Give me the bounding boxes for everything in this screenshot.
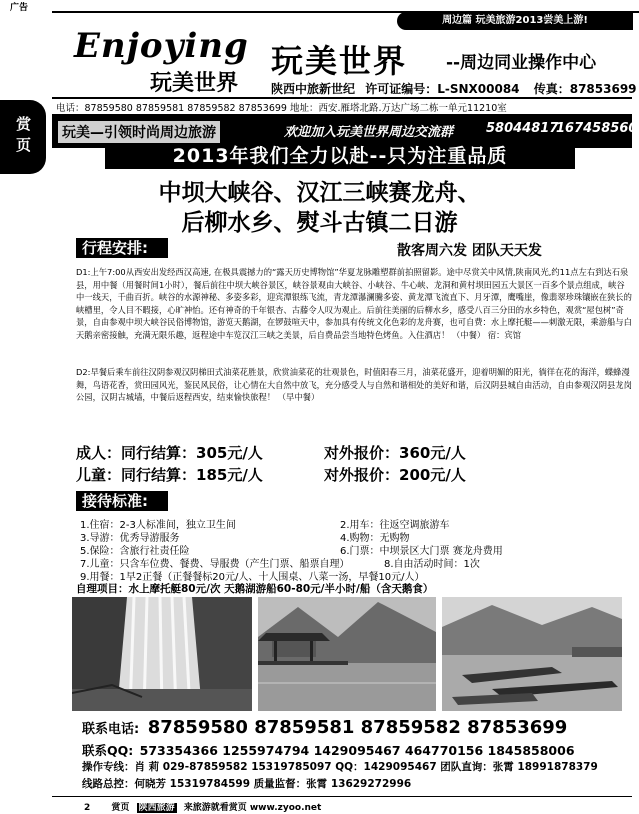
child-settle-price: 185元/人 [196,466,263,484]
standards-label-text: 接待标准: [82,492,148,510]
company-name: 陕西中旅新世纪 [271,82,356,96]
qq-group-1: 58044817 [486,121,559,136]
qq-label: 联系QQ: [82,743,134,758]
adult-price-row [76,442,263,463]
phone-row [82,717,567,738]
standard-item: 1.住宿：2-3人标准间，独立卫生间 [80,520,236,531]
self-pay-items: 自理项目：水上摩托艇80元/次 天鹅湖游船60-80元/半小时/船（含天鹅食） [76,583,434,595]
qq-numbers: 573354366 1255974794 1429095467 464770156 1845858006 [139,743,575,758]
slogan-left: 玩美—引领时尚周边旅游 [58,121,220,143]
route-title-line-1: 中坝大峡谷、汉江三峡赛龙舟、 [158,180,481,206]
day1-text: D1:上午7:00从西安出发经西汉高速, 在极具震撼力的“露天历史博物馆”华夏龙脉雕塑群前拍照留影。途中尽赏关中风情,陕南风光,约11点左右到达石泉县，用中餐（用餐时间1小时），餐后前往中坝大峡谷景区，峡谷景观由大峡谷、小峡谷、牛心峡、龙洞和黄村坝田园五大景区一百多个景点组成，峡谷中一线天，千曲百折。峡谷的水源神秘、多姿多彩，迎宾潭银练飞流，青龙潭瀑澜騰多姿、黄龙潭飞流直下、月牙潭，鹰嘴崖，像翡翠珍珠镶嵌在狭长的峡槽里，令人目不暇接，心旷神怡。还有神奇的千年银杏、古藤令人叹为观止。后前往美丽的后柳水乡，感受八百三分田的水乡特色，观赏“屋包树”奇景，自由参观中坝大峡谷民俗博物馆，游览天鹅湖，在锣鼓喧天中，参加具有传统文化色彩的龙舟赛，也可自费：水上摩托艇——刺激无限，乘游船与白天鹅亲密接触，充满无限乐趣，返程途中车览汉江三峡之美景，后自费品尝当地特色烤鱼。入住酒店！ （中餐） 宿：宾馆 [76,267,632,340]
page-number: 2 [84,803,91,813]
child-label: 儿童：同行结算： [76,466,197,484]
standard-item: 4.购物：无购物 [340,533,410,544]
company-line [271,80,637,97]
standard-item: 5.保险：含旅行社责任险 [80,546,190,557]
adult-ext-row [324,442,466,463]
standard-item: 9.用餐：1早2正餐（正餐餐标20元/人、十人围桌、八菜一汤，早餐10元/人） [80,572,425,583]
route-title-line-2: 后柳水乡、熨斗古镇二日游 [181,210,458,236]
logo-english: Enjoying [74,26,249,66]
license-number: L-SNX00084 [437,82,520,96]
adult-ext-price: 360元/人 [399,444,466,462]
contact-line: 电话：87859580 87859581 87859582 87853699 地址：西安.雁塔北路.万达广场二栋一单元11210室 [56,103,507,114]
child-ext-label: 对外报价： [324,466,400,484]
qq-row [82,741,575,759]
ad-tag: 广告 [10,3,29,13]
child-ext-price: 200元/人 [399,466,466,484]
supervisor-line: 线路总控：何晓芳 15319784599 质量监督：张霄 13629272996 [82,778,412,790]
child-ext-row [324,464,466,485]
headline: 2013年我们全力以赴--只为注重品质 [105,143,575,169]
license-label: 许可证编号： [365,82,438,96]
side-tab: 赏页 [0,100,46,174]
standard-item: 3.导游：优秀导游服务 [80,533,180,544]
standard-item: 8.自由活动时间：1次 [384,559,480,570]
standard-item: 6.门票：中坝景区大门票 赛龙舟费用 [340,546,503,557]
phone-label: 联系电话: [82,722,140,737]
adult-settle-price: 305元/人 [196,444,263,462]
footer-slogan: 来旅游就看赏页 www.zyoo.net [183,803,322,813]
slogan-group: 欢迎加入玩美世界周边交流群 [284,125,454,140]
qq-group-2: 167458560 [556,121,638,136]
waterfall-gorge-photo [72,597,252,711]
adult-ext-label: 对外报价： [324,444,400,462]
corner-banner: 周边篇 玩美旅游2013尝美上游! [397,12,633,30]
standard-item: 7.儿童：只含车位费、餐费、导服费（产生门票、船票自理） [80,559,350,570]
pavilion-lake-photo [258,597,436,711]
adult-label: 成人：同行结算： [76,444,197,462]
day2-text: D2:早餐后乘车前往汉阴参观汉阴梯田式油菜花胜景，欣赏油菜花的壮观景色，时值阳春三月，油菜花盛开，迎着明媚的阳光，徜徉在花的海洋，蝶蜂漫舞，鸟语花香，赏田园风光，鉴民风民俗，让心情在大自然中放飞，充分感受人与自然和谐相处的美好和谐，后汉阴县城自由活动，自由参观汉阴县龙岗公园，汉阴古城墙，中餐后返程西安，结束愉快旅程！ （早中餐） [76,367,632,402]
fax-label: 传真： [533,82,570,96]
fax-number: 87853699 [569,82,637,96]
brand-subtitle: --周边同业操作中心 [446,53,597,73]
brand-name: 玩美世界 [271,42,408,80]
tour-departure: 散客周六发 团队天天发 [397,243,542,259]
child-price-row [76,464,263,485]
itinerary-label [76,238,168,258]
header-divider [52,97,632,99]
phone-numbers: 87859580 87859581 87859582 87853699 [147,717,568,738]
logo-chinese: 玩美世界 [150,71,239,96]
standard-item: 2.用车：往返空调旅游车 [340,520,450,531]
footer-section: 赏页 [111,803,130,813]
footer-brand: 陕西旅游 [138,803,175,813]
standards-label [76,491,168,511]
footer [84,800,321,813]
dragon-boats-photo [442,597,622,711]
operator-line: 操作专线：肖 莉 029-87859582 15319785097 QQ：1429095467 团队直询：张霄 18991878379 [82,761,598,773]
footer-divider [52,796,632,797]
itinerary-label-text: 行程安排: [82,239,148,257]
